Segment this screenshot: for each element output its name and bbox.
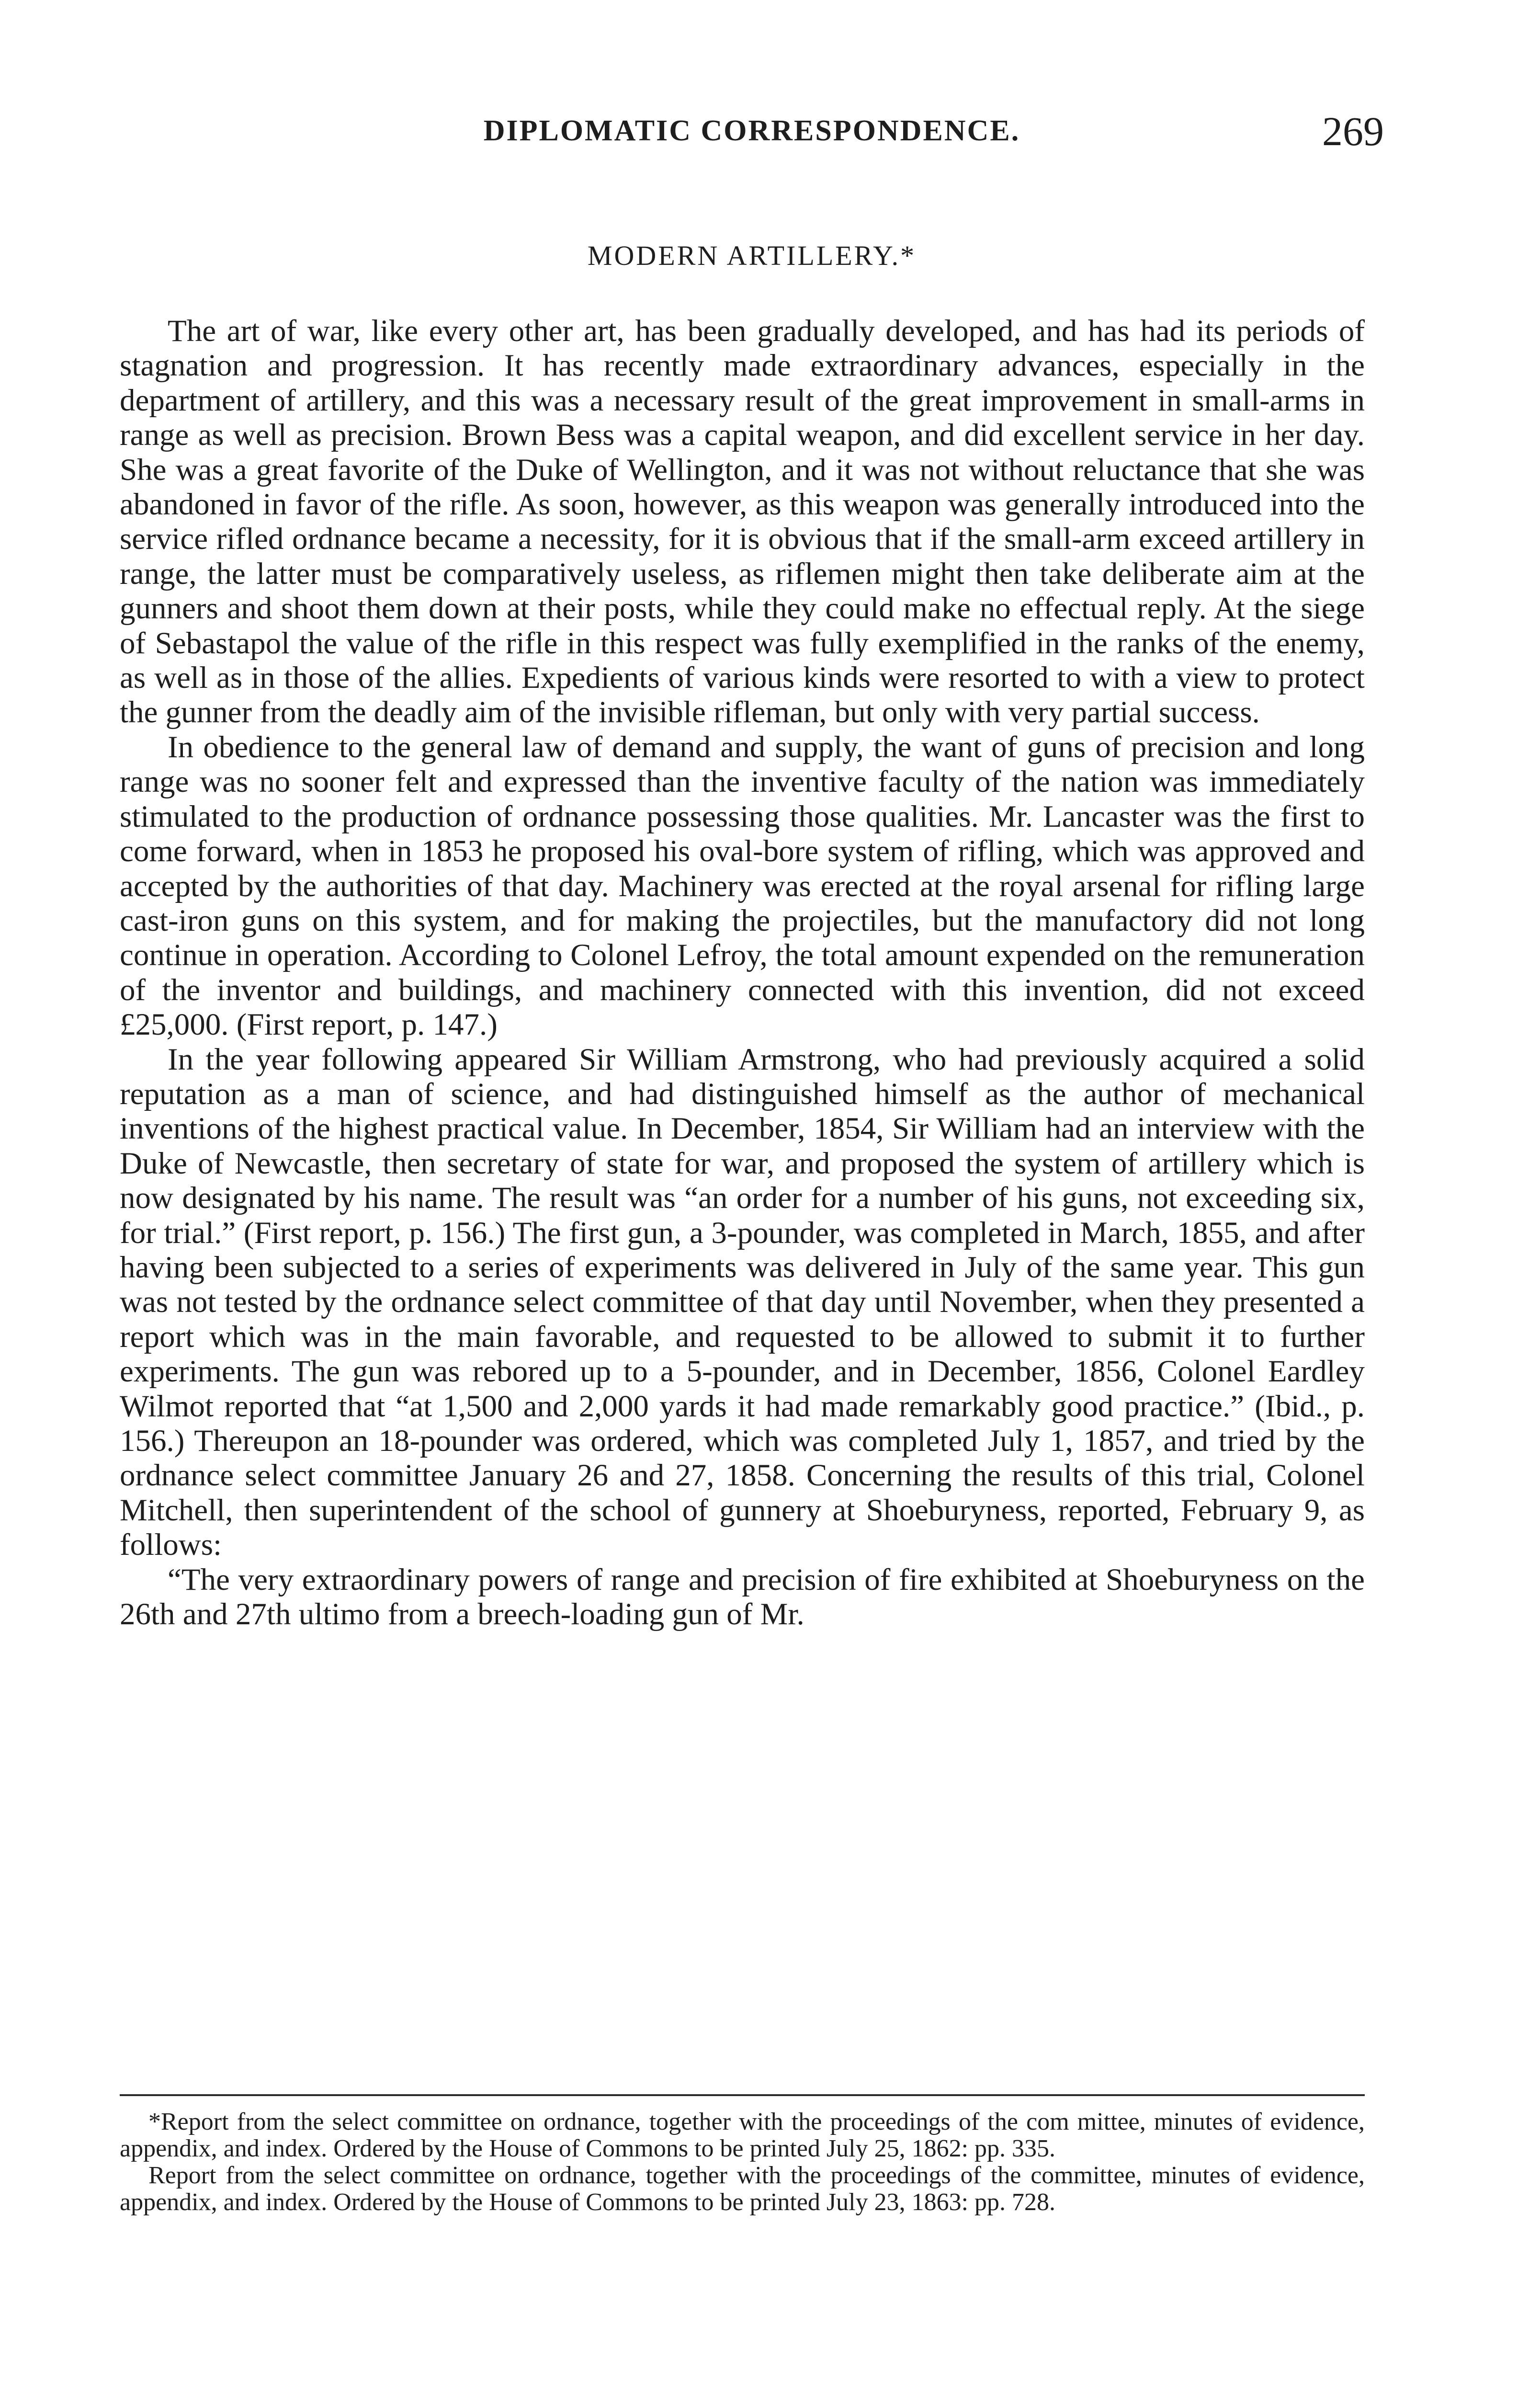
page-number: 269 — [1322, 108, 1384, 154]
section-title: MODERN ARTILLERY.* — [587, 240, 917, 271]
paragraph: “The very extraordinary powers of range and precision of fire exhibited at Shoeburyness on the 26th and 27th ultimo from a breech-loading gun of Mr. — [120, 1562, 1365, 1632]
paragraph: In the year following appeared Sir William Armstrong, who had previously acquired a solid reputation as a man of science, and had distinguished himself as the author of mechanical inventions of the highest practical value. In December, 1854, Sir William had an interview with the Duke of Newcastle, then secretary of state for war, and proposed the system of artillery which is now designated by his name. The result was “an order for a number of his guns, not exceeding six, for trial.” (First report, p. 156.) The first gun, a 3-pounder, was completed in March, 1855, and after having been subjected to a series of experiments was delivered in July of the same year. This gun was not tested by the ordnance select committee of that day until November, when they presented a report which was in the main favorable, and requested to be allowed to submit it to further experiments. The gun was rebored up to a 5-pounder, and in December, 1856, Colonel Eardley Wilmot reported that “at 1,500 and 2,000 yards it had made remarkably good practice.” (Ibid., p. 156.) Thereupon an 18-pounder was ordered, which was completed July 1, 1857, and tried by the ordnance select committee January 26 and 27, 1858. Concerning the results of this trial, Colonel Mitchell, then superintendent of the school of gunnery at Shoeburyness, reported, February 9, as follows: — [120, 1042, 1365, 1562]
body-text — [120, 314, 1365, 1631]
footnotes — [120, 2109, 1365, 2216]
paragraph: The art of war, like every other art, has been gradually developed, and has had its periods of stagnation and progression. It has recently made extraordinary advances, especially in the department of artillery, and this was a necessary result of the great improvement in small-arms in range as well as precision. Brown Bess was a capital weapon, and did excellent service in her day. She was a great favorite of the Duke of Wellington, and it was not without reluctance that she was abandoned in favor of the rifle. As soon, however, as this weapon was generally introduced into the service rifled ordnance became a necessity, for it is obvious that if the small-arm exceed artillery in range, the latter must be comparatively useless, as riflemen might then take deliberate aim at the gunners and shoot them down at their posts, while they could make no effectual reply. At the siege of Sebastapol the value of the rifle in this respect was fully exemplified in the ranks of the enemy, as well as in those of the allies. Expedients of various kinds were resorted to with a view to protect the gunner from the deadly aim of the invisible rifleman, but only with very partial success. — [120, 314, 1365, 730]
paragraph: In obedience to the general law of demand and supply, the want of guns of precision and long range was no sooner felt and expressed than the inventive faculty of the nation was immediately stimulated to the production of ordnance possessing those qualities. Mr. Lancaster was the first to come forward, when in 1853 he proposed his oval-bore system of rifling, which was approved and accepted by the authorities of that day. Machinery was erected at the royal arsenal for rifling large cast-iron guns on this system, and for making the projectiles, but the manufactory did not long continue in operation. According to Colonel Lefroy, the total amount expended on the remuneration of the inventor and buildings, and machinery connected with this invention, did not exceed £25,000. (First report, p. 147.) — [120, 730, 1365, 1042]
footnote: *Report from the select committee on ordnance, together with the proceedings of the com mittee, minutes of evidence, appendix, and index. Ordered by the House of Commons to be printed July 25, 1862: pp. 335. — [120, 2108, 1365, 2162]
footnote: Report from the select committee on ordnance, together with the proceedings of the committee, minutes of evidence, appendix, and index. Ordered by the House of Commons to be printed July 23, 1863: pp. 728. — [120, 2162, 1365, 2216]
running-head — [120, 108, 1384, 167]
running-title: DIPLOMATIC CORRESPONDENCE. — [483, 114, 1020, 147]
footnote-divider — [120, 2094, 1365, 2096]
